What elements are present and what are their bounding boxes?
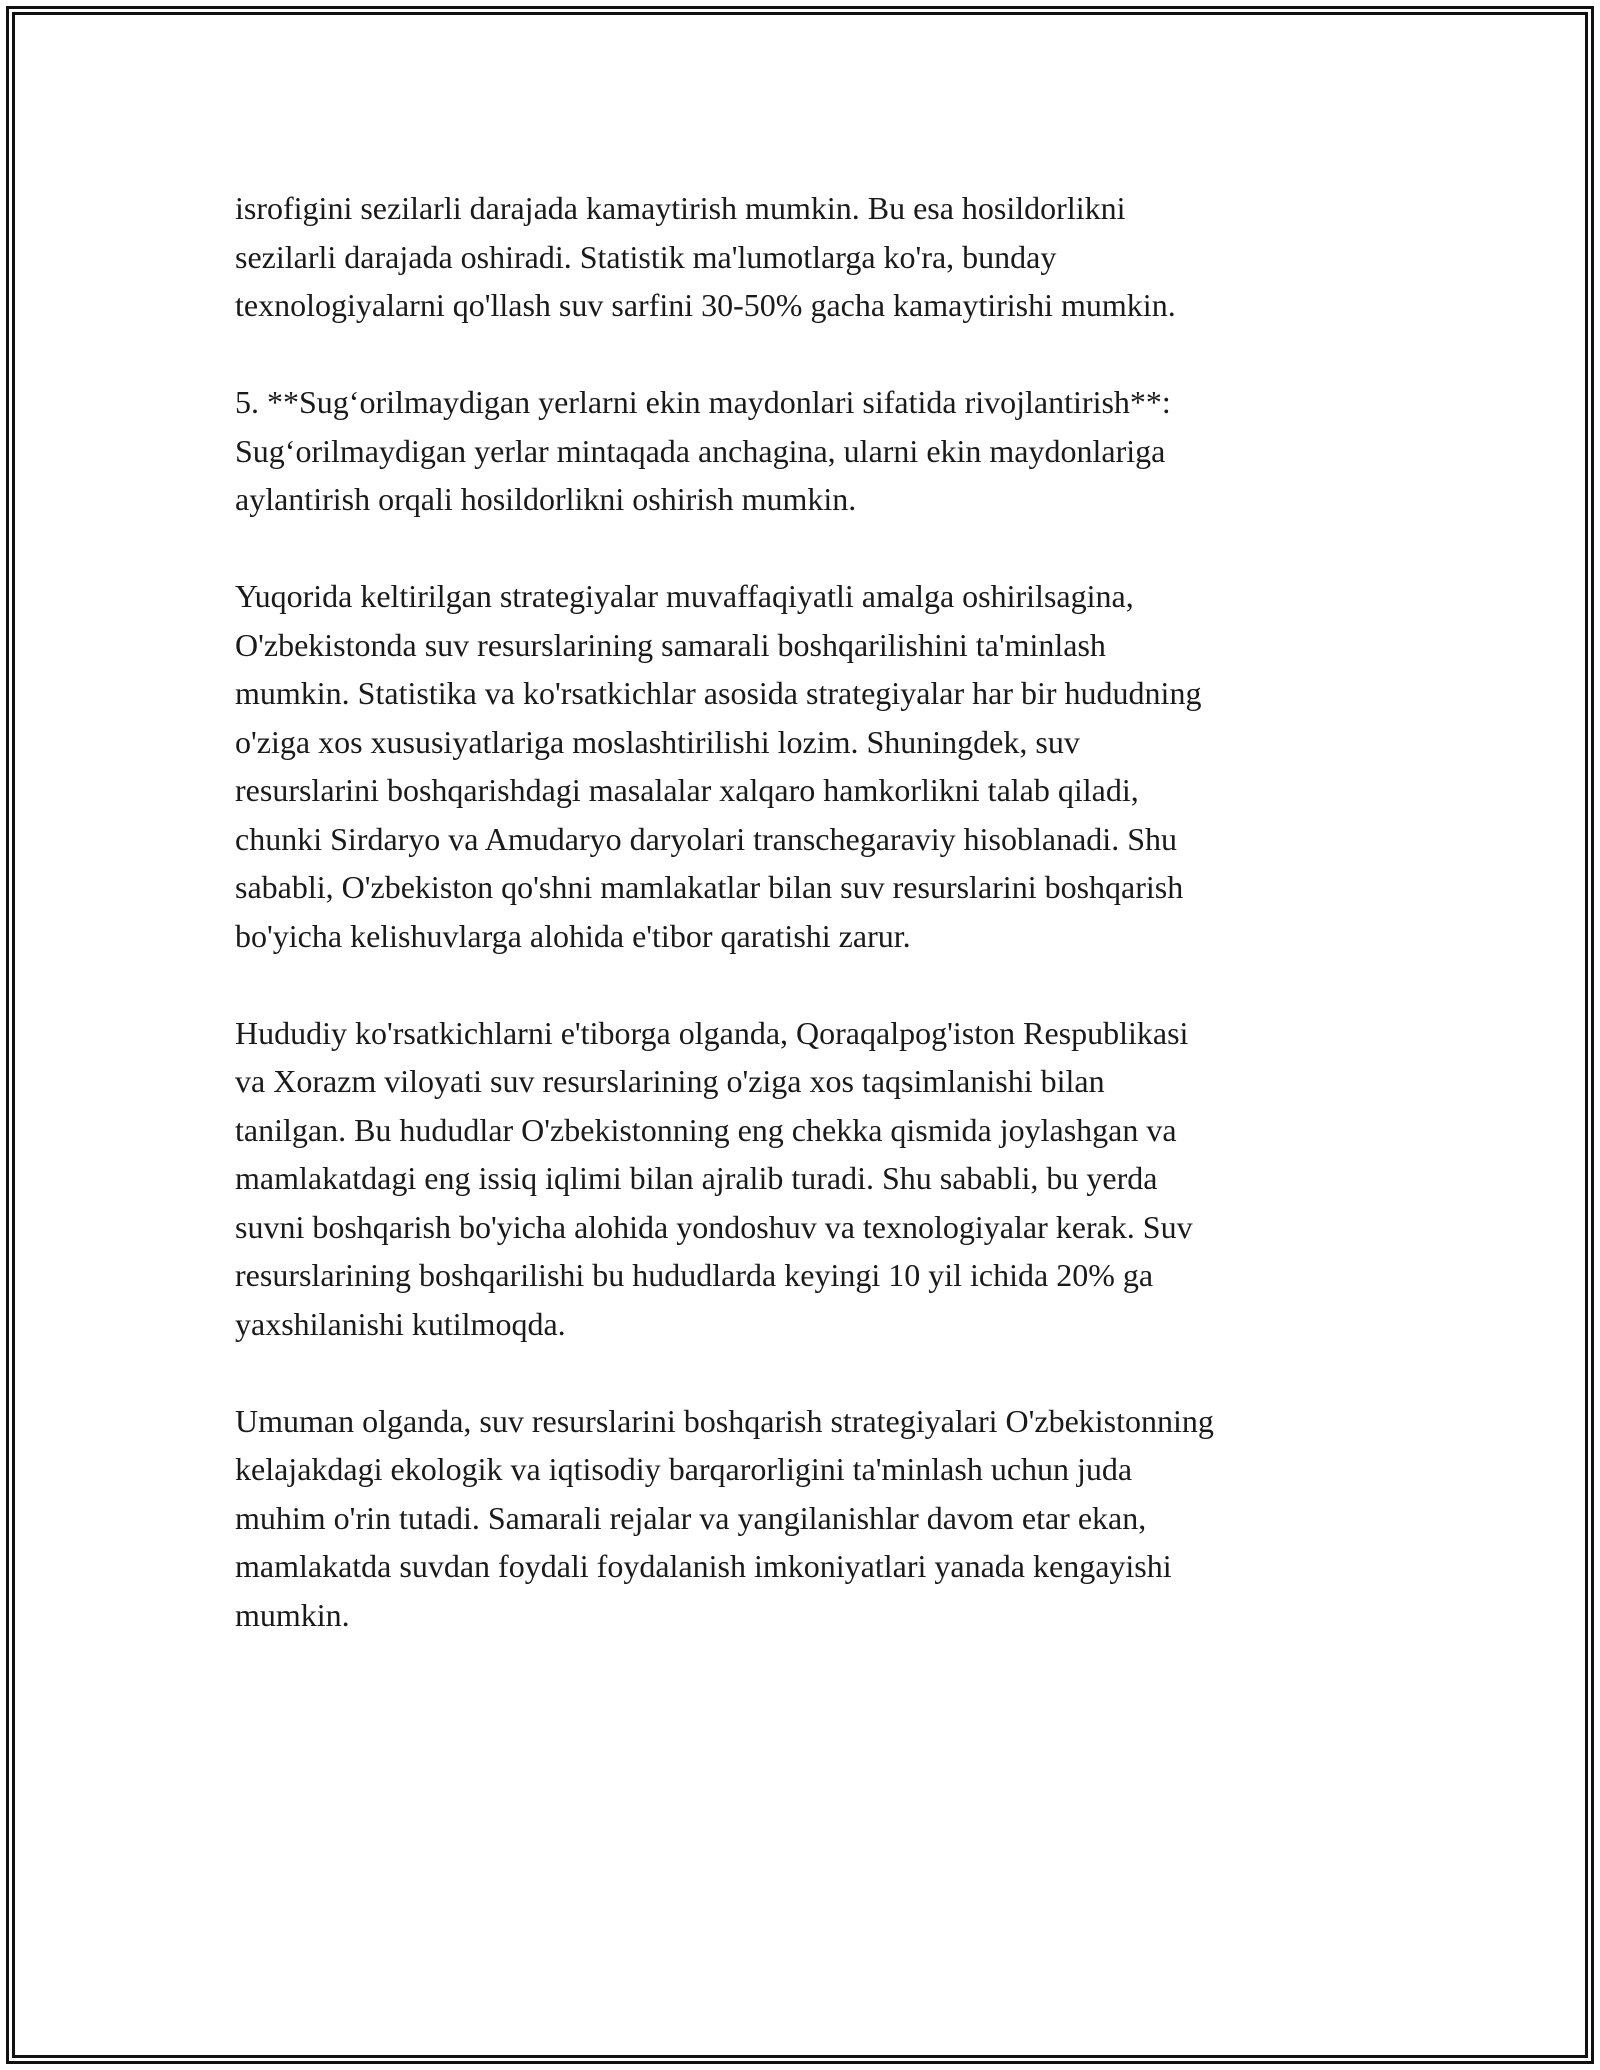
paragraph-conclusion: Umuman olganda, suv resurslarini boshqarish strategiyalari O'zbekistonning kelajakdagi ekologik va iqtisodiy barqarorligini ta'minlash uchun juda muhim o'rin tutadi. Samarali rejalar va yangilanishlar davom etar ekan, mamlakatda suvdan foydali foydalanish imkoniyatlari yanada kengayishi mumkin. bbox=[235, 1402, 1214, 1633]
paragraph-regional-indicators: Hududiy ko'rsatkichlarni e'tiborga olganda, Qoraqalpog'iston Respublikasi va Xorazm viloyati suv resurslarining o'ziga xos taqsimlanishi bilan tanilgan. Bu hududlar O'zbekistonning eng chekka qismida joylashgan va mamlakatdagi eng issiq iqlimi bilan ajralib turadi. Shu sababli, bu yerda suvni boshqarish bo'yicha alohida yondoshuv va texnologiyalar kerak. Suv resurslarining boshqarilishi bu hududlarda keyingi 10 yil ichida 20% ga yaxshilanishi kutilmoqda. bbox=[235, 1014, 1193, 1342]
paragraph-unirrigated-lands: 5. **Sug‘orilmaydigan yerlarni ekin maydonlari sifatida rivojlantirish**: Sug‘orilmaydigan yerlar mintaqada anchagina, ularni ekin maydonlariga aylantirish orqali hosildorlikni oshirish mumkin. bbox=[235, 384, 1171, 517]
paragraph-strategies-implementation: Yuqorida keltirilgan strategiyalar muvaffaqiyatli amalga oshirilsagina, O'zbekistonda suv resurslarining samarali boshqarilishini ta'minlash mumkin. Statistika va ko'rsatkichlar asosida strategiyalar har bir hududning o'ziga xos xususiyatlariga moslashtirilishi lozim. Shuningdek, suv resurslarini boshqarishdagi masalalar xalqaro hamkorlikni talab qiladi, chunki Sirdaryo va Amudaryo daryolari transchegaraviy hisoblanadi. Shu sababli, O'zbekiston qo'shni mamlakatlar bilan suv resurslarini boshqarish bo'yicha kelishuvlarga alohida e'tibor qaratishi zarur. bbox=[235, 578, 1202, 954]
document-body bbox=[235, 184, 1365, 1688]
paragraph-irrigation-savings: isrofigini sezilarli darajada kamaytirish mumkin. Bu esa hosildorlikni sezilarli darajada oshiradi. Statistik ma'lumotlarga ko'ra, bunday texnologiyalarni qo'llash suv sarfini 30-50% gacha kamaytirishi mumkin. bbox=[235, 190, 1176, 323]
